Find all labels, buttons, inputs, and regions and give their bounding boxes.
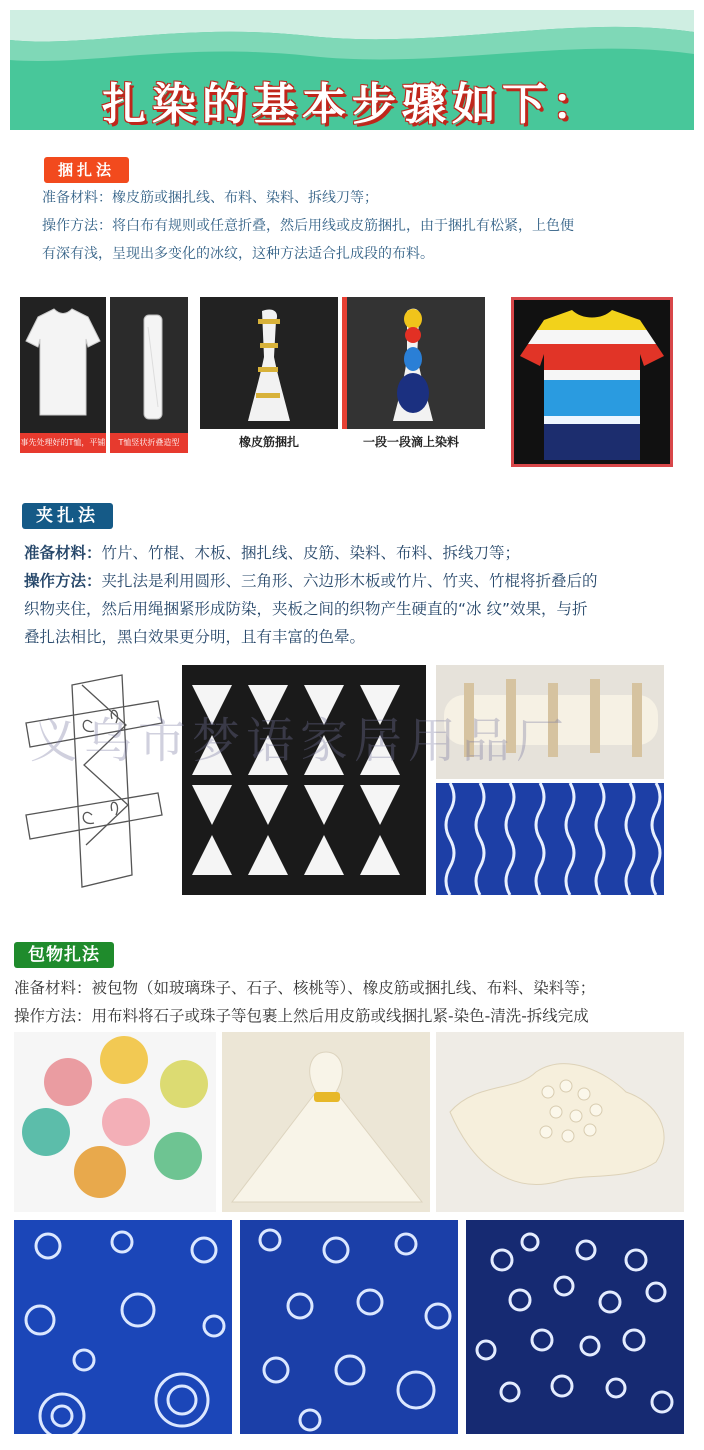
- triangle-clamp-pattern-photo: [182, 665, 426, 895]
- indigo-circles-result-2-photo: [240, 1220, 458, 1434]
- glass-marbles-photo: [14, 1032, 216, 1212]
- caption-tshirt-folded: T恤竖状折叠造型: [110, 433, 188, 453]
- header-banner: [10, 10, 694, 130]
- caption-dye-drip: 一段一段滴上染料: [362, 435, 459, 449]
- section1-tag: 捆扎法: [44, 157, 129, 183]
- wavy-indigo-pattern-photo: [436, 783, 664, 895]
- section2-tag: 夹扎法: [22, 503, 113, 529]
- section2-materials-line: [24, 539, 520, 567]
- banner-title: 扎染的基本步骤如下：: [102, 79, 602, 130]
- finished-tiedye-tshirt-photo: [511, 297, 673, 467]
- watermark-text: 义乌市梦语家居用品厂: [30, 713, 571, 769]
- clamp-sketch-illustration: [22, 665, 172, 895]
- section3-tag: 包物扎法: [14, 942, 114, 968]
- section3-method: 操作方法：用布料将石子或珠子等包裹上然后用皮筋或线捆扎紧-染色-清洗-拆线完成: [14, 1007, 589, 1025]
- section2-method-line1: [24, 567, 598, 595]
- dyed-bundle-photo: [342, 297, 485, 429]
- indigo-circles-result-1-photo: [14, 1220, 232, 1434]
- bundled-cloth-photo: [436, 1032, 684, 1212]
- section2-method-label: 操作方法：: [24, 572, 102, 590]
- section1-method-line2: 有深有浅，呈现出多变化的冰纹，这种方法适合扎成段的布料。: [42, 246, 434, 262]
- section2-method-text1: 夹扎法是利用圆形、三角形、六边形木板或竹片、竹夹、竹棍将折叠后的: [101, 572, 598, 590]
- indigo-circles-result-3-photo: [466, 1220, 684, 1434]
- section2-method-line2: 织物夹住，然后用绳捆紧形成防染，夹板之间的织物产生硬直的“冰 纹”效果，与折: [24, 600, 588, 618]
- section3-materials: 准备材料：被包物（如玻璃珠子、石子、核桃等）、橡皮筋或捆扎线、布料、染料等；: [14, 979, 596, 997]
- tshirt-folded-photo: [110, 297, 188, 453]
- section2-materials-label: 准备材料：: [24, 544, 102, 562]
- section1-materials: 准备材料：橡皮筋或捆扎线、布料、染料、拆线刀等；: [42, 190, 378, 206]
- tshirt-flat-photo: [20, 297, 106, 453]
- caption-tshirt-flat: 事先处理好的T恤，平铺: [20, 433, 106, 453]
- caption-rubber-band: 橡皮筋捆扎: [238, 435, 299, 449]
- section2-materials: 竹片、竹棍、木板、捆扎线、皮筋、染料、布料、拆线刀等；: [101, 544, 521, 562]
- section1-method-line1: 操作方法：将白布有规则或任意折叠，然后用线或皮筋捆扎，由于捆扎有松紧，上色便: [42, 218, 574, 234]
- rubber-band-tied-photo: [200, 297, 338, 429]
- wrapped-cloth-photo: [222, 1032, 430, 1212]
- section2-method-line3: 叠扎法相比，黑白效果更分明，且有丰富的色晕。: [24, 628, 366, 646]
